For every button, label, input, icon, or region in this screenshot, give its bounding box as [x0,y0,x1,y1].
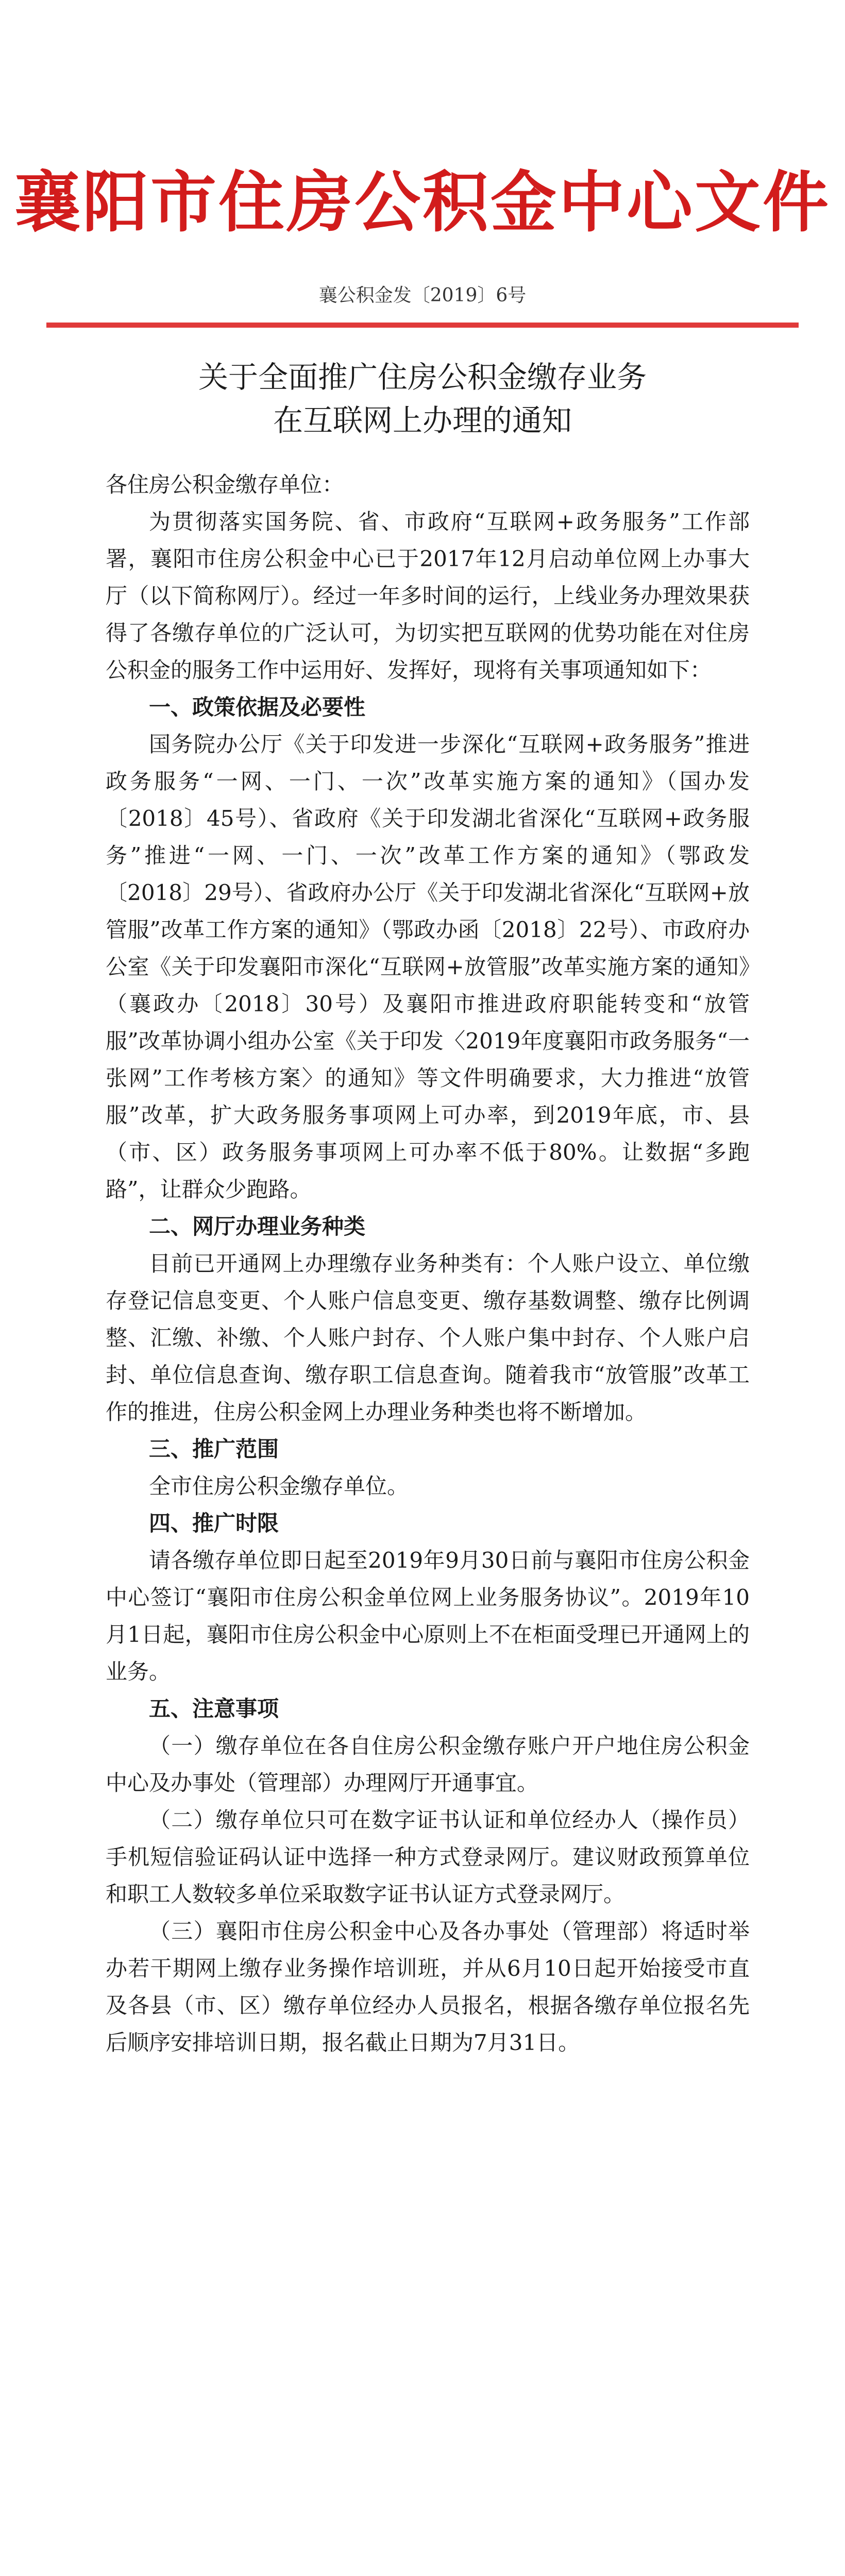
section-3-text: 全市住房公积金缴存单位。 [149,1473,409,1499]
notice-title-line-1: 关于全面推广住房公积金缴存业务 [198,360,647,395]
intro-paragraph: 为贯彻落实国务院、省、市政府“互联网+政务服务”工作部署，襄阳市住房公积金中心已于2017年12月启动单位网上办事大厅（以下简称网厅）。经过一年多时间的运行，上线业务办理效果获得了各缴存单位的广泛认可，为切实把互联网的优势功能在对住房公积金的服务工作中运用好、发挥好，现将有关事项通知如下： [106,509,750,683]
section-4-text: 请各缴存单位即日起至2019年9月30日前与襄阳市住房公积金中心签订“襄阳市住房公积金单位网上业务服务协议”。2019年10月1日起，襄阳市住房公积金中心原则上不在柜面受理已开通网上的业务。 [106,1548,750,1684]
section-5-item-2: （二）缴存单位只可在数字证书认证和单位经办人（操作员）手机短信验证码认证中选择一种方式登录网厅。建议财政预算单位和职工人数较多单位采取数字证书认证方式登录网厅。 [106,1807,750,1907]
section-2-text: 目前已开通网上办理缴存业务种类有：个人账户设立、单位缴存登记信息变更、个人账户信息变更、缴存基数调整、缴存比例调整、汇缴、补缴、个人账户封存、个人账户集中封存、个人账户启封、单位信息查询、缴存职工信息查询。随着我市“放管服”改革工作的推进，住房公积金网上办理业务种类也将不断增加。 [106,1251,750,1425]
notice-title-line-2: 在互联网上办理的通知 [273,403,572,438]
red-divider-line [46,323,799,328]
section-5-item-3: （三）襄阳市住房公积金中心及各办事处（管理部）将适时举办若干期网上缴存业务操作培训班，并从6月10日起开始接受市直及各县（市、区）缴存单位经办人员报名，根据各缴存单位报名先后顺序安排培训日期，报名截止日期为7月31日。 [106,1919,750,2055]
section-2-title: 二、网厅办理业务种类 [149,1214,366,1239]
section-1-text: 国务院办公厅《关于印发进一步深化“互联网+政务服务”推进政务服务“一网、一门、一次”改革实施方案的通知》（国办发〔2018〕45号）、省政府《关于印发湖北省深化“互联网+政务服务”推进“一网、一门、一次”改革工作方案的通知》（鄂政发〔2018〕29号）、省政府办公厅《关于印发湖北省深化“互联网+放管服”改革工作方案的通知》（鄂政办函〔2018〕22号）、市政府办公室《关于印发襄阳市深化“互联网+放管服”改革实施方案的通知》（襄政办〔2018〕30号）及襄阳市推进政府职能转变和“放管服”改革协调小组办公室《关于印发〈2019年度襄阳市政务服务“一张网”工作考核方案〉的通知》等文件明确要求，大力推进“放管服”改革，扩大政务服务事项网上可办率，到2019年底，市、县（市、区）政务服务事项网上可办率不低于80%。让数据“多跑路”，让群众少跑路。 [106,732,750,1202]
section-5-title: 五、注意事项 [149,1696,279,1721]
document-number: 襄公积金发〔2019〕6号 [318,285,527,306]
notice-body [106,466,750,2061]
notice-title [0,355,845,442]
document-header-title: 襄阳市住房公积金中心文件 [14,164,831,241]
section-1-title: 一、政策依据及必要性 [149,694,366,720]
salutation: 各住房公积金缴存单位： [106,472,344,497]
section-5-item-1: （一）缴存单位在各自住房公积金缴存账户开户地住房公积金中心及办事处（管理部）办理网厅开通事宜。 [106,1733,750,1795]
section-3-title: 三、推广范围 [149,1436,279,1462]
section-4-title: 四、推广时限 [149,1511,279,1536]
